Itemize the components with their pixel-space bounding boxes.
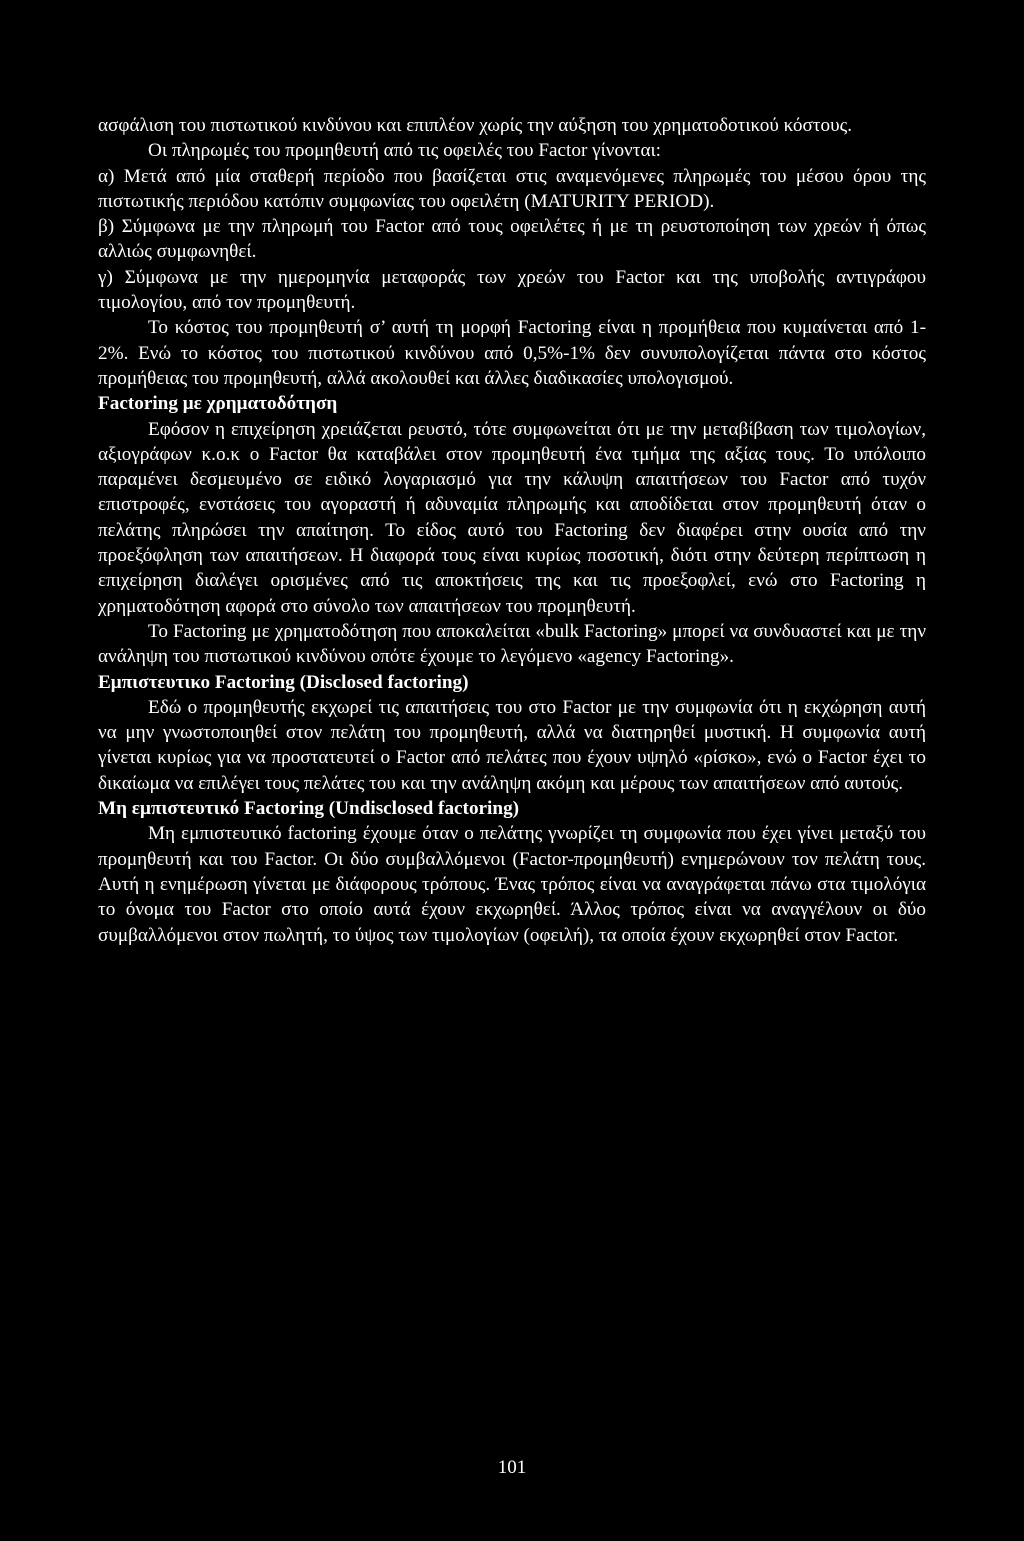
page-number: 101 [497, 1457, 527, 1478]
intro-paragraph-cost: Το κόστος του προμηθευτή σ’ αυτή τη μορφή Factoring είναι η προμήθεια που κυμαίνεται από 1-2%. Ενώ το κόστος του πιστωτικού κινδύνου από 0,5%-1% δεν συνυπολογίζεται πάντα στο κόστος προμήθειας του προμηθευτή, αλλά ακολουθεί και άλλες διαδικασίες υπολογισμού. [98, 317, 926, 389]
financing-paragraph-2: Το Factoring με χρηματοδότηση που αποκαλείται «bulk Factoring» μπορεί να συνδυαστεί και με την ανάληψη του πιστωτικού κινδύνου οπότε έχουμε το λεγόμενο «agency Factoring». [98, 620, 926, 668]
page-body [98, 113, 926, 948]
list-item-c: γ) Σύμφωνα με την ημερομηνία μεταφοράς των χρεών του Factor και της υποβολής αντιγράφου τιμολογίου, από τον προμηθευτή. [98, 266, 926, 314]
financing-paragraph-1: Εφόσον η επιχείρηση χρειάζεται ρευστό, τότε συμφωνείται ότι με την μεταβίβαση των τιμολογίων, αξιογράφων κ.ο.κ ο Factor θα καταβάλει στον προμηθευτή ένα τμήμα της αξίας τους. Το υπόλοιπο παραμένει δεσμευμένο σε ειδικό λογαριασμό για την κάλυψη απαιτήσεων του Factor από τυχόν επιστροφές, ενστάσεις του αγοραστή ή αδυναμία πληρωμής και αποδίδεται στον προμηθευτή όταν ο πελάτης πληρώσει την απαίτηση. Το είδος αυτό του Factoring δεν διαφέρει στην ουσία από την προεξόφληση των απαιτήσεων. Η διαφορά τους είναι κυρίως ποσοτική, διότι στην δεύτερη περίπτωση η επιχείρηση διαλέγει ορισμένες από τις αποκτήσεις της και τις προεξοφλεί, ενώ στο Factoring η χρηματοδότηση αφορά στο σύνολο των απαιτήσεων του προμηθευτή. [98, 418, 926, 617]
list-item-a: α) Μετά από μία σταθερή περίοδο που βασίζεται στις αναμενόμενες πληρωμές του μέσου όρου της πιστωτικής περιόδου κατόπιν συμφωνίας του οφειλέτη (MATURITY PERIOD). [98, 165, 926, 212]
section-heading-disclosed: Εμπιστευτικο Factoring (Disclosed factoring) [98, 671, 469, 693]
list-item-b: β) Σύμφωνα με την πληρωμή του Factor από τους οφειλέτες ή με τη ρευστοποίηση των χρεών ή όπως αλλιώς συμφωνηθεί. [98, 216, 926, 263]
intro-paragraph-payments: Οι πληρωμές του προμηθευτή από τις οφειλές του Factor γίνονται: [148, 140, 661, 162]
undisclosed-paragraph: Μη εμπιστευτικό factoring έχουμε όταν ο πελάτης γνωρίζει τη συμφωνία που έχει γίνει μεταξύ του προμηθευτή και του Factor. Οι δύο συμβαλλόμενοι (Factor-προμηθευτή) ενημερώνουν τον πελάτη τους. Αυτή η ενημέρωση γίνεται με διάφορους τρόπους. Ένας τρόπος είναι να αναγράφεται πάνω στα τιμολόγια το όνομα του Factor στο οποίο αυτά έχουν εκχωρηθεί. Άλλος τρόπος είναι να αναγγέλουν οι δύο συμβαλλόμενοι στον πωλητή, το ύψος των τιμολογίων (οφειλή), τα οποία έχουν εκχωρηθεί στον Factor. [98, 823, 926, 946]
section-heading-undisclosed: Μη εμπιστευτικό Factoring (Undisclosed factoring) [98, 798, 520, 820]
disclosed-paragraph: Εδώ ο προμηθευτής εκχωρεί τις απαιτήσεις του στο Factor με την συμφωνία ότι η εκχώρηση αυτή να μην γνωστοποιηθεί στον πελάτη του προμηθευτή, αλλά να διατηρηθεί μυστική. Η συμφωνία αυτή γίνεται κυρίως για να προστατευτεί ο Factor από πελάτες που έχουν υψηλό «ρίσκο», ενώ ο Factor έχει το δικαίωμα να επιλέγει τους πελάτες του και την ανάληψη ακόμη και μέρους των απαιτήσεων από αυτούς. [98, 696, 926, 794]
intro-paragraph-continuation: ασφάλιση του πιστωτικού κινδύνου και επιπλέον χωρίς την αύξηση του χρηματοδοτικού κόστους. [98, 115, 853, 136]
section-heading-financing: Factoring με χρηματοδότηση [98, 393, 338, 415]
